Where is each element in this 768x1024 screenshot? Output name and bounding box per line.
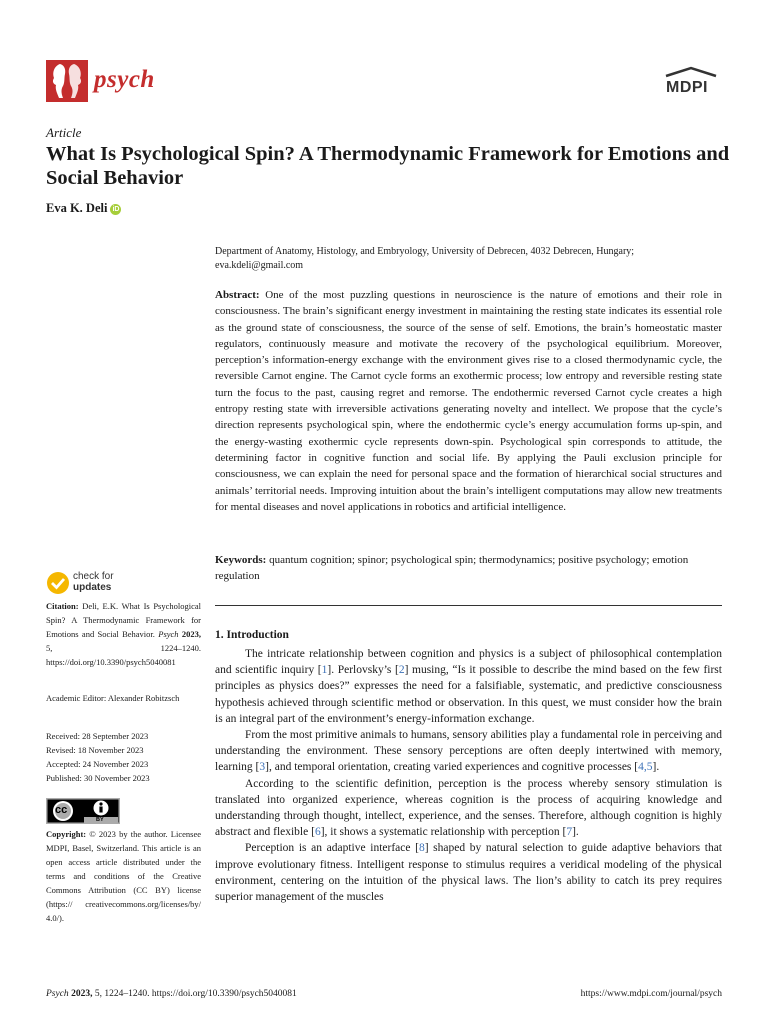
abstract-label: Abstract: <box>215 289 260 301</box>
citation-label: Citation: <box>46 601 79 611</box>
author-line <box>46 201 121 216</box>
keywords <box>215 552 722 584</box>
paragraph: Perception is an adaptive interface [8] shaped by natural selection to guide adaptive behaviors that improve evolutionary fitness. Intelligent response to stimulus requires a veridical modeling of the physical environment, centering on the intuition of the physical laws. The lion’s ability to catch its prey requires superior management of the muscles <box>215 842 723 904</box>
orcid-icon[interactable]: iD <box>112 206 120 213</box>
cc-by-license-badge[interactable] <box>46 798 120 824</box>
dates-block <box>46 729 201 785</box>
affiliation-text: Department of Anatomy, Histology, and Embryology, University of Debrecen, 4032 Debrecen, Hungary; <box>215 246 635 257</box>
psych-logo-icon <box>46 60 88 102</box>
paragraph: From the most primitive animals to humans, sensory abilities play a fundamental role in perceiving and understanding the environment. These sensory perceptions are often deeply intertwined with memory, learning [3], and temporal orientation, creating varied experiences and cognitive processes [4,5]. <box>215 729 722 774</box>
check-line1: check for <box>73 571 114 582</box>
editor-label: Academic Editor: <box>46 693 107 703</box>
article-title: What Is Psychological Spin? A Thermodynamic Framework for Emotions and Social Behavior <box>46 143 730 189</box>
introduction-body <box>215 646 722 905</box>
keywords-text: quantum cognition; spinor; psychological spin; thermodynamics; positive psychology; emotion regulation <box>215 554 689 582</box>
keywords-label: Keywords: <box>215 554 267 566</box>
copyright-label: Copyright: <box>46 829 87 839</box>
footer-citation <box>46 989 297 999</box>
cc-text: cc <box>55 804 68 816</box>
check-line2: updates <box>73 582 112 593</box>
author-email[interactable]: eva.kdeli@gmail.com <box>215 260 304 271</box>
footer-journal: Psych <box>46 989 69 999</box>
editor-name: Alexander Robitzsch <box>107 693 180 703</box>
affiliation <box>215 245 720 273</box>
check-updates-icon <box>46 571 70 595</box>
paragraph: The intricate relationship between cognition and physics is a subject of philosophical contemplation and scientific inquiry [1]. Perlovsky’s [2] musing, “Is it possible to describe the mind based on the few first principles as physics does?” expresses the need for a falsifiable, systematic, and predictive consciousness hypothesis achieved through scientific method or observation. In this quest, we must consider how the brain is an integral part of the environment’s energy-information exchange. <box>215 648 722 725</box>
citation-rest[interactable]: 5, 1224–1240. https://doi.org/10.3390/psych5040081 <box>46 643 201 667</box>
article-type: Article <box>46 125 82 140</box>
citation-ref[interactable]: 8 <box>418 842 425 855</box>
paragraph: According to the scientific definition, perception is the process whereby sensory stimulation is translated into organized experience, whereas cognition is the process of acquiring knowledge and understanding through thought, intellect, experience, and the senses. Therefore, although cognition is highly abstract and flexible [6], it shows a systematic relationship with perception [7]. <box>215 777 722 839</box>
citation-ref[interactable]: 2 <box>398 664 405 677</box>
journal-name: psych <box>94 66 155 93</box>
copyright-block <box>46 827 201 925</box>
date-published: Published: 30 November 2023 <box>46 773 150 783</box>
citation-ref[interactable]: 7 <box>566 826 573 839</box>
citation-ref[interactable]: 6 <box>314 826 321 839</box>
citation-ref[interactable]: 1 <box>321 664 328 677</box>
citation-year: 2023, <box>181 629 202 639</box>
citation-block <box>46 599 201 669</box>
by-text: BY <box>96 817 104 823</box>
citation-ref[interactable]: 3 <box>259 761 266 774</box>
abstract <box>215 287 722 515</box>
date-accepted: Accepted: 24 November 2023 <box>46 759 149 769</box>
copyright-text: © 2023 by the author. Licensee MDPI, Basel, Switzerland. This article is an open access article distributed under the terms and conditions of the Creative Commons Attribution (CC BY) license (https:// creativecommons.org/licenses/by/ 4.0/). <box>46 829 201 923</box>
citation-journal: Psych <box>158 629 179 639</box>
abstract-text: One of the most puzzling questions in neuroscience is the nature of emotions and their role in consciousness. The brain’s significant energy investment in maintaining the resting state indicates its essential role as the ground state of consciousness, the source of the sense of self. Emotions, the brain’s homeostatic master regulators, continuously measure and motivate the recovery of the psychological equilibrium. Moreover, perception’s information-energy exchange with the environment gives rise to a closed thermodynamic cycle, the reversible Carnot engine. The Carnot cycle forms an exothermic process; low entropy and reversible resting state turn the focus to the past, causing regret and remorse. The endothermic reversed Carnot cycle creates a high entropy resting state with irreversible activations generating novelty and intellect. We propose that the cycle’s direction represents psychological spin, where the endothermic cycle’s energy accumulation forms up-spin, and the energy-wasting exothermic cycle represents down-spin. Psychological spin corresponds to attitude, the determining factor in cognitive function and social life. By applying the Pauli exclusion principle for consciousness, we can explain the need for personal space and the formation of hierarchical social structures and animals’ territorial needs. Improving intuition about the brain’s intelligent computations may allow new treatments for mental diseases and novel applications in robotics and artificial intelligence. <box>215 289 722 513</box>
citation-ref[interactable]: 4,5 <box>638 761 653 774</box>
section-heading: 1. Introduction <box>215 629 289 641</box>
footer-url[interactable]: https://www.mdpi.com/journal/psych <box>580 989 722 999</box>
citation-text: Deli, E.K. What Is Psychological Spin? A Thermodynamic Framework for Emotions and Social Behavior. <box>46 601 202 639</box>
author-name: Eva K. Deli <box>46 201 108 215</box>
check-for-updates-badge[interactable] <box>46 571 166 597</box>
footer-doi[interactable]: 5, 1224–1240. https://doi.org/10.3390/psych5040081 <box>94 989 297 999</box>
mdpi-text: MDPI <box>666 79 708 96</box>
mdpi-logo <box>660 66 722 102</box>
section-divider <box>215 605 722 606</box>
footer-year: 2023, <box>71 989 93 999</box>
date-received: Received: 28 September 2023 <box>46 731 149 741</box>
date-revised: Revised: 18 November 2023 <box>46 745 144 755</box>
academic-editor <box>46 691 201 705</box>
